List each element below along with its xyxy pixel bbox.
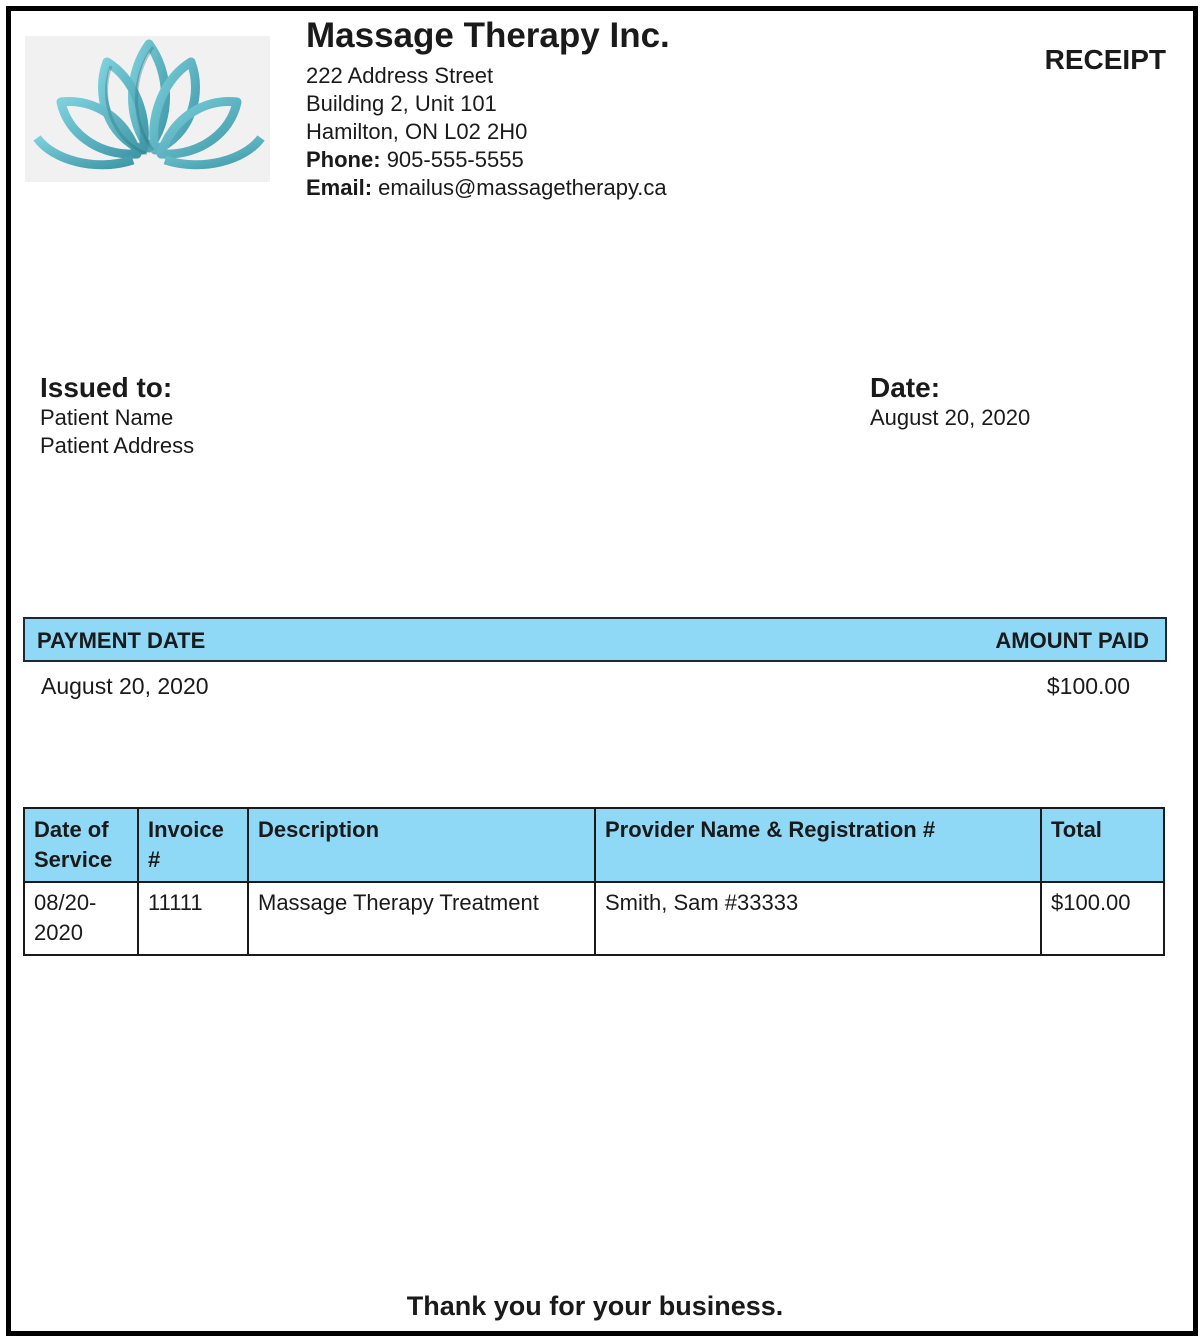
company-email (306, 174, 667, 202)
table-header-row (24, 808, 1164, 882)
thank-you-message: Thank you for your business. (406, 1291, 784, 1321)
cell-description: Massage Therapy Treatment (248, 882, 595, 955)
service-items-table (23, 807, 1165, 956)
amount-paid-header: AMOUNT PAID (995, 628, 1149, 653)
date-value: August 20, 2020 (870, 405, 1031, 430)
column-header-invoice: Invoice # (138, 808, 248, 882)
payment-date-value: August 20, 2020 (41, 673, 209, 699)
email-value: emailus@massagetherapy.ca (378, 175, 667, 200)
column-header-provider: Provider Name & Registration # (595, 808, 1041, 882)
phone-label: Phone: (306, 147, 381, 172)
company-name: Massage Therapy Inc. (306, 16, 670, 55)
company-address-line2: Building 2, Unit 101 (306, 91, 497, 116)
date-label: Date: (870, 372, 941, 403)
email-label: Email: (306, 175, 373, 200)
payment-header-bar (23, 617, 1167, 662)
table-row (24, 882, 1164, 955)
column-header-date-of-service: Date of Service (24, 808, 138, 882)
lotus-logo-icon (25, 36, 270, 182)
cell-invoice: 11111 (138, 882, 248, 955)
phone-value: 905-555-5555 (386, 147, 524, 172)
cell-total: $100.00 (1041, 882, 1164, 955)
issued-to-label: Issued to: (40, 372, 173, 403)
column-header-description: Description (248, 808, 595, 882)
company-address-line3: Hamilton, ON L02 2H0 (306, 119, 528, 144)
amount-paid-value: $100.00 (1046, 673, 1130, 699)
receipt-border (6, 6, 1198, 1336)
document-title: RECEIPT (1044, 44, 1166, 75)
cell-date-of-service: 08/20-2020 (24, 882, 138, 955)
column-header-total: Total (1041, 808, 1164, 882)
company-phone (306, 146, 524, 174)
patient-name: Patient Name (40, 405, 174, 430)
payment-date-header: PAYMENT DATE (37, 628, 206, 653)
patient-address: Patient Address (40, 433, 195, 458)
cell-provider: Smith, Sam #33333 (595, 882, 1041, 955)
company-address-line1: 222 Address Street (306, 63, 494, 88)
